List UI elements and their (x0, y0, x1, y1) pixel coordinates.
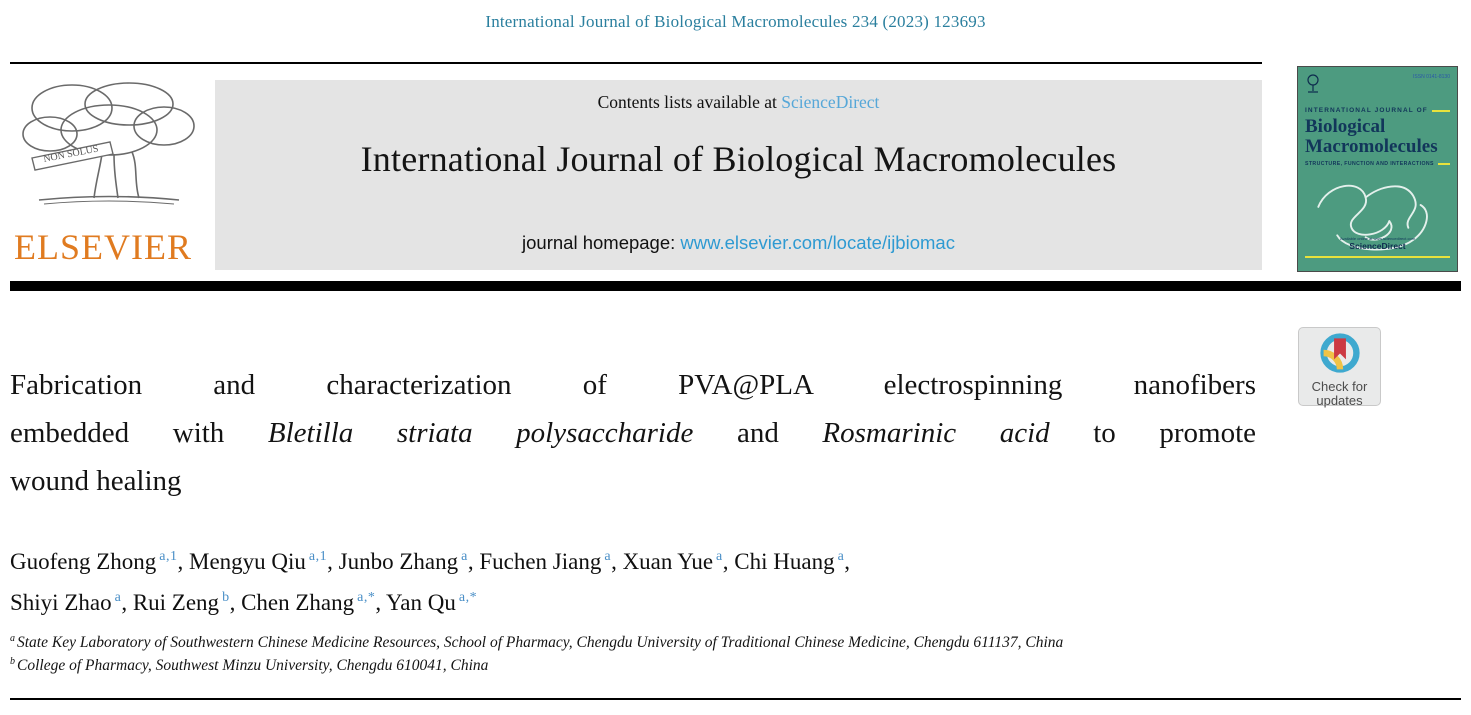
author: Mengyu Qiu $^{a,1}$, (189, 549, 339, 574)
author-line2 (10, 582, 1256, 623)
affiliations (10, 631, 1310, 677)
journal-title: International Journal of Biological Macromolecules (360, 139, 1117, 179)
author: Yan Qu $^{a,*}$ (386, 590, 478, 615)
header-thick-divider (10, 281, 1461, 291)
author: Chi Huang $^a$, (734, 549, 851, 574)
title-text: to promote (1049, 417, 1257, 449)
cover-rule (1438, 163, 1450, 165)
elsevier-logo-block (10, 76, 215, 270)
non-solus-banner-text: NON SOLUS (42, 143, 100, 165)
badge-label-line2: updates (1316, 393, 1363, 408)
author: Rui Zeng $^b$, (132, 590, 242, 615)
badge-label-line1: Check for (1311, 379, 1368, 394)
cover-rule (1305, 256, 1450, 258)
article-title-line1: Fabrication and characterization of PVA@PLA electrospinning nanofibers (10, 369, 1256, 401)
affiliation-a: $^a$ State Key Laboratory of Southwestern Chinese Medicine Resources, School of Pharmacy, Chengdu University of Traditional Chinese Medicine, Chengdu 611137, China (10, 632, 1064, 651)
contents-prefix: Contents lists available at (597, 92, 777, 112)
author: Xuan Yue $^a$, (622, 549, 735, 574)
cover-title-line1: Biological (1305, 116, 1386, 137)
article-title-line3: wound healing (10, 465, 182, 497)
author: Guofeng Zhong $^{a,1}$, (10, 549, 189, 574)
elsevier-wordmark: ELSEVIER (14, 227, 192, 267)
title-text: embedded with (10, 417, 268, 449)
title-italic-species: Bletilla striata polysaccharide (267, 417, 694, 449)
cover-elsevier-tree-icon (1305, 74, 1321, 101)
sciencedirect-link[interactable]: ScienceDirect (781, 92, 880, 112)
cover-title-line2: Macromolecules (1305, 136, 1438, 157)
elsevier-tree-logo-icon (14, 78, 204, 213)
cover-title (1305, 117, 1450, 157)
author-line1 (10, 541, 1256, 582)
homepage-prefix: journal homepage: (522, 232, 676, 253)
journal-citation: International Journal of Biological Macromolecules 234 (2023) 123693 (485, 12, 986, 31)
article-title (10, 361, 1256, 505)
cover-kicker: INTERNATIONAL JOURNAL OF (1305, 107, 1428, 114)
cover-sciencedirect-brand: ScienceDirect (1349, 241, 1406, 251)
top-divider (10, 62, 1262, 64)
author: Chen Zhang $^{a,*}$, (241, 590, 386, 615)
title-italic-compound: Rosmarinic acid (822, 417, 1050, 449)
author: Shiyi Zhao $^a$, (10, 590, 133, 615)
cover-rule (1432, 110, 1450, 112)
check-for-updates-badge[interactable] (1298, 327, 1381, 406)
journal-header-banner (215, 80, 1262, 270)
contents-line (215, 92, 1262, 113)
bottom-divider (10, 698, 1461, 700)
journal-cover-thumbnail[interactable] (1297, 66, 1458, 272)
author: Junbo Zhang $^a$, (338, 549, 480, 574)
author-list (10, 541, 1256, 623)
affiliation-b: $^b$ College of Pharmacy, Southwest Minzu University, Chengdu 610041, China (10, 655, 489, 674)
title-text: and (693, 417, 823, 449)
article-title-line2 (10, 409, 1256, 457)
cover-subtitle: STRUCTURE, FUNCTION AND INTERACTIONS (1305, 161, 1434, 167)
crossmark-icon (1319, 361, 1361, 378)
cover-issn: ISSN 0141-8130 (1413, 74, 1450, 80)
homepage-line (215, 232, 1262, 254)
author: Fuchen Jiang $^a$, (479, 549, 623, 574)
cover-available-text: Available online at www.sciencedirect.com (1339, 236, 1416, 241)
homepage-url-link[interactable]: www.elsevier.com/locate/ijbiomac (680, 232, 955, 253)
